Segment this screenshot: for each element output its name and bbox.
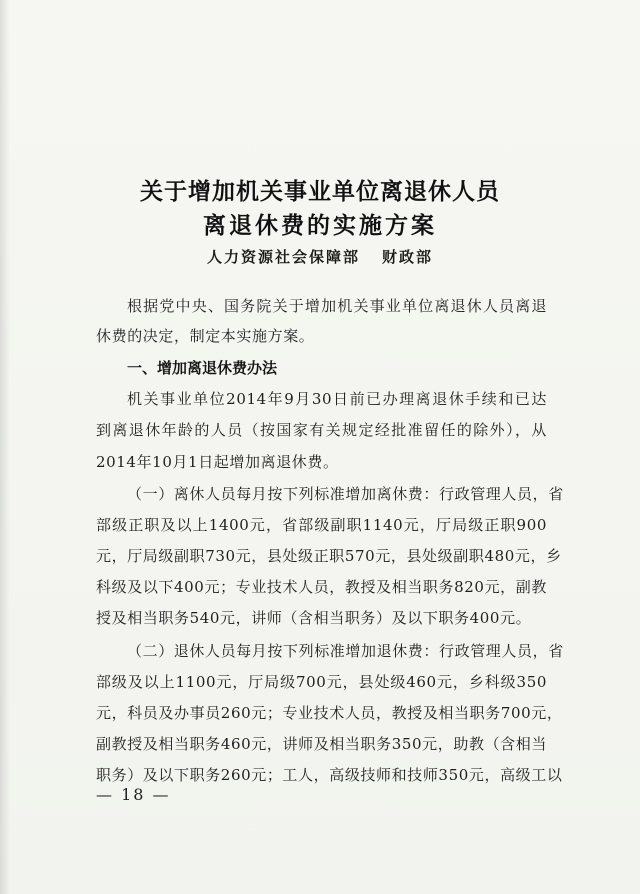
para1-line-3: 2014年10月1日起增加离退休费。 bbox=[96, 453, 339, 471]
para3-line-3: 元，科员及办事员260元；专业技术人员，教授及相当职务700元， bbox=[96, 704, 563, 722]
para1-line-1: 机关事业单位2014年9月30日前已办理离退休手续和已达 bbox=[127, 390, 547, 408]
para3-line-5: 职务）及以下职务260元；工人，高级技师和技师350元，高级工以 bbox=[96, 766, 563, 784]
issuing-authorities bbox=[0, 246, 640, 267]
para3-line-1: （二）退休人员每月按下列标准增加退休费：行政管理人员，省 bbox=[127, 642, 564, 660]
intro-line-1: 根据党中央、国务院关于增加机关事业单位离退休人员离退 bbox=[127, 297, 547, 315]
document-title-line2: 离退休费的实施方案 bbox=[203, 213, 437, 239]
para2-line-2: 部级正职及以上1400元，省部级副职1140元，厅局级正职900 bbox=[96, 516, 547, 534]
authority-mof: 财政部 bbox=[382, 248, 434, 266]
page-number: — 18 — bbox=[96, 785, 171, 804]
intro-line-2: 休费的决定，制定本实施方案。 bbox=[96, 327, 315, 345]
para3-line-2: 部级及以上1100元，厅局级700元，县处级460元，乡科级350 bbox=[96, 673, 547, 691]
para3-line-4: 副教授及相当职务460元，讲师及相当职务350元，助教（含相当 bbox=[96, 735, 547, 753]
scan-shadow bbox=[0, 0, 10, 894]
authority-hrss: 人力资源社会保障部 bbox=[206, 248, 360, 266]
para2-line-4: 科级及以下400元；专业技术人员，教授及相当职务820元，副教 bbox=[96, 578, 547, 596]
para2-line-5: 授及相当职务540元，讲师（含相当职务）及以下职务400元。 bbox=[96, 609, 532, 627]
document-title-line1: 关于增加机关事业单位离退休人员 bbox=[140, 179, 500, 205]
para1-line-2: 到离退休年龄的人员（按国家有关规定经批准留任的除外），从 bbox=[96, 421, 547, 439]
section-heading-1: 一、增加离退休费办法 bbox=[127, 359, 278, 377]
para2-line-3: 元，厅局级副职730元，县处级正职570元，县处级副职480元，乡 bbox=[96, 547, 562, 565]
para2-line-1: （一）离休人员每月按下列标准增加离休费：行政管理人员，省 bbox=[127, 485, 564, 503]
